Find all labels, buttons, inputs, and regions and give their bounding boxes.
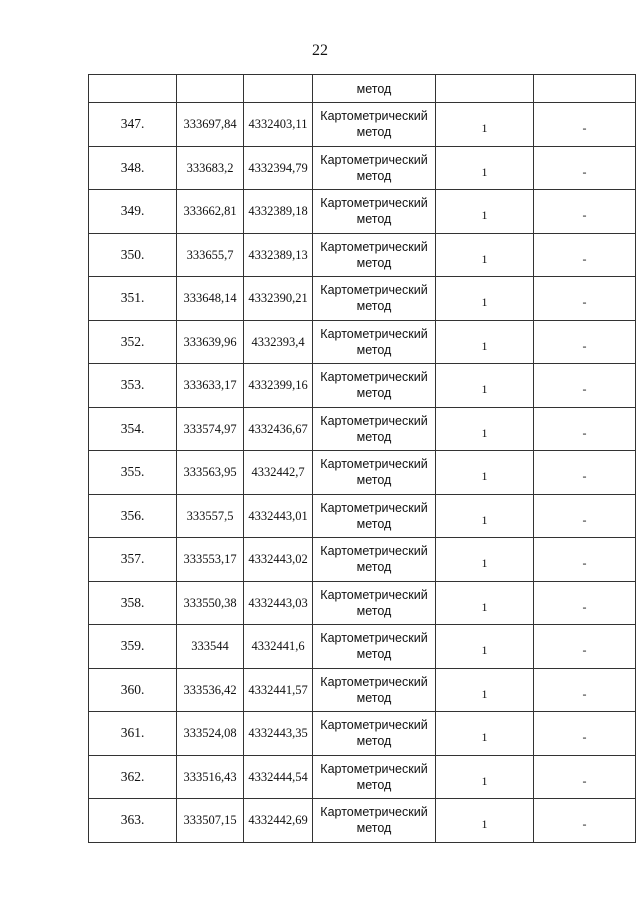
accuracy-cell-text: 1 (481, 469, 488, 484)
table-row (89, 364, 636, 408)
accuracy-cell (436, 494, 534, 538)
description-cell (534, 494, 636, 538)
method-cell (313, 451, 436, 495)
method-cell (313, 277, 436, 321)
x-coordinate-cell: 333697,84 (177, 103, 244, 147)
y-coordinate-cell: 4332443,03 (244, 581, 313, 625)
accuracy-cell (436, 668, 534, 712)
description-cell-text: - (582, 599, 587, 614)
x-coordinate-cell: 333553,17 (177, 538, 244, 582)
description-cell (534, 712, 636, 756)
description-cell (534, 364, 636, 408)
point-number-cell: 350. (89, 233, 177, 277)
table-row (89, 581, 636, 625)
table-row (89, 668, 636, 712)
description-cell (534, 190, 636, 234)
y-coordinate-cell: 4332443,01 (244, 494, 313, 538)
accuracy-cell-text: 1 (481, 295, 488, 310)
method-line-2: метод (356, 429, 392, 444)
continued-num-cell (89, 75, 177, 103)
accuracy-cell-text: 1 (481, 164, 488, 179)
description-cell-text: - (582, 208, 587, 223)
accuracy-cell (436, 755, 534, 799)
table-row (89, 103, 636, 147)
method-cell (313, 581, 436, 625)
method-cell (313, 320, 436, 364)
accuracy-cell (436, 451, 534, 495)
accuracy-cell-text: 1 (481, 730, 488, 745)
accuracy-cell (436, 364, 534, 408)
y-coordinate-cell: 4332436,67 (244, 407, 313, 451)
x-coordinate-cell: 333683,2 (177, 146, 244, 190)
method-cell (313, 712, 436, 756)
accuracy-cell-text: 1 (481, 251, 488, 266)
point-number-cell: 348. (89, 146, 177, 190)
continued-accuracy-cell (436, 75, 534, 103)
method-line-2: метод (356, 560, 392, 575)
accuracy-cell (436, 103, 534, 147)
accuracy-cell-text: 1 (481, 512, 488, 527)
point-number-cell: 360. (89, 668, 177, 712)
table-row (89, 755, 636, 799)
point-number-cell: 357. (89, 538, 177, 582)
accuracy-cell (436, 799, 534, 843)
table-row (89, 799, 636, 843)
description-cell-text: - (582, 121, 587, 136)
method-line-1: Картометрический (320, 109, 428, 124)
continued-x-cell (177, 75, 244, 103)
accuracy-cell-text: 1 (481, 686, 488, 701)
method-cell (313, 146, 436, 190)
point-number-cell: 349. (89, 190, 177, 234)
accuracy-cell-text: 1 (481, 599, 488, 614)
point-number-cell: 359. (89, 625, 177, 669)
description-cell-text: - (582, 382, 587, 397)
accuracy-cell (436, 581, 534, 625)
point-number-cell: 352. (89, 320, 177, 364)
y-coordinate-cell: 4332443,02 (244, 538, 313, 582)
table-row (89, 146, 636, 190)
description-cell-text: - (582, 469, 587, 484)
x-coordinate-cell: 333648,14 (177, 277, 244, 321)
y-coordinate-cell: 4332442,69 (244, 799, 313, 843)
method-line-2: метод (356, 647, 392, 662)
method-line-1: Картометрический (320, 631, 428, 646)
x-coordinate-cell: 333574,97 (177, 407, 244, 451)
method-cell (313, 625, 436, 669)
y-coordinate-cell: 4332403,11 (244, 103, 313, 147)
description-cell (534, 581, 636, 625)
accuracy-cell (436, 712, 534, 756)
y-coordinate-cell: 4332444,54 (244, 755, 313, 799)
continued-description-cell (534, 75, 636, 103)
table-row (89, 712, 636, 756)
page-number: 22 (312, 42, 328, 59)
accuracy-cell (436, 146, 534, 190)
table-row (89, 407, 636, 451)
accuracy-cell (436, 320, 534, 364)
method-line-2: метод (356, 255, 392, 270)
method-line-2: метод (356, 516, 392, 531)
method-cell (313, 103, 436, 147)
y-coordinate-cell: 4332394,79 (244, 146, 313, 190)
description-cell-text: - (582, 164, 587, 179)
point-number-cell: 347. (89, 103, 177, 147)
description-cell (534, 799, 636, 843)
method-line-2: метод (356, 212, 392, 227)
method-line-2: метод (356, 777, 392, 792)
x-coordinate-cell: 333507,15 (177, 799, 244, 843)
method-cell (313, 799, 436, 843)
point-number-cell: 354. (89, 407, 177, 451)
y-coordinate-cell: 4332389,18 (244, 190, 313, 234)
y-coordinate-cell: 4332393,4 (244, 320, 313, 364)
description-cell (534, 103, 636, 147)
description-cell-text: - (582, 773, 587, 788)
description-cell-text: - (582, 338, 587, 353)
table-row (89, 625, 636, 669)
table-row (89, 494, 636, 538)
method-line-2: метод (356, 473, 392, 488)
accuracy-cell (436, 277, 534, 321)
method-line-1: Картометрический (320, 674, 428, 689)
accuracy-cell-text: 1 (481, 338, 488, 353)
x-coordinate-cell: 333655,7 (177, 233, 244, 277)
point-number-cell: 351. (89, 277, 177, 321)
description-cell-text: - (582, 817, 587, 832)
method-cell (313, 668, 436, 712)
accuracy-cell (436, 538, 534, 582)
description-cell (534, 538, 636, 582)
description-cell (534, 233, 636, 277)
x-coordinate-cell: 333633,17 (177, 364, 244, 408)
accuracy-cell-text: 1 (481, 208, 488, 223)
description-cell (534, 146, 636, 190)
y-coordinate-cell: 4332443,35 (244, 712, 313, 756)
point-number-cell: 361. (89, 712, 177, 756)
method-line-2: метод (356, 125, 392, 140)
method-line-1: Картометрический (320, 500, 428, 515)
method-line-1: Картометрический (320, 239, 428, 254)
method-line-1: Картометрический (320, 370, 428, 385)
description-cell (534, 668, 636, 712)
accuracy-cell-text: 1 (481, 556, 488, 571)
method-cell (313, 538, 436, 582)
method-cell (313, 364, 436, 408)
table-row (89, 233, 636, 277)
accuracy-cell (436, 625, 534, 669)
accuracy-cell (436, 407, 534, 451)
accuracy-cell (436, 190, 534, 234)
method-line-1: Картометрический (320, 457, 428, 472)
x-coordinate-cell: 333662,81 (177, 190, 244, 234)
description-cell-text: - (582, 251, 587, 266)
x-coordinate-cell: 333563,95 (177, 451, 244, 495)
method-line-1: Картометрический (320, 326, 428, 341)
y-coordinate-cell: 4332442,7 (244, 451, 313, 495)
description-cell (534, 407, 636, 451)
description-cell-text: - (582, 425, 587, 440)
y-coordinate-cell: 4332441,6 (244, 625, 313, 669)
point-number-cell: 358. (89, 581, 177, 625)
continued-y-cell (244, 75, 313, 103)
description-cell-text: - (582, 686, 587, 701)
point-number-cell: 356. (89, 494, 177, 538)
x-coordinate-cell: 333536,42 (177, 668, 244, 712)
description-cell-text: - (582, 556, 587, 571)
description-cell-text: - (582, 643, 587, 658)
description-cell-text: - (582, 730, 587, 745)
method-line-1: Картометрический (320, 413, 428, 428)
point-number-cell: 362. (89, 755, 177, 799)
method-line-2: метод (356, 299, 392, 314)
table-row (89, 320, 636, 364)
point-number-cell: 355. (89, 451, 177, 495)
point-number-cell: 363. (89, 799, 177, 843)
table-row (89, 190, 636, 234)
method-line-2: метод (356, 168, 392, 183)
method-line-1: Картометрический (320, 152, 428, 167)
description-cell (534, 755, 636, 799)
description-cell-text: - (582, 295, 587, 310)
x-coordinate-cell: 333544 (177, 625, 244, 669)
continued-row (89, 75, 636, 103)
description-cell (534, 625, 636, 669)
accuracy-cell-text: 1 (481, 121, 488, 136)
method-line-2: метод (356, 386, 392, 401)
coordinates-table (88, 74, 636, 843)
method-line-1: Картометрический (320, 805, 428, 820)
method-cell (313, 407, 436, 451)
table-row (89, 538, 636, 582)
accuracy-cell-text: 1 (481, 643, 488, 658)
y-coordinate-cell: 4332399,16 (244, 364, 313, 408)
y-coordinate-cell: 4332390,21 (244, 277, 313, 321)
accuracy-cell-text: 1 (481, 773, 488, 788)
method-cell (313, 233, 436, 277)
method-line-2: метод (356, 690, 392, 705)
accuracy-cell (436, 233, 534, 277)
description-cell (534, 277, 636, 321)
method-line-1: Картометрический (320, 283, 428, 298)
method-line-2: метод (356, 821, 392, 836)
method-line-1: Картометрический (320, 544, 428, 559)
method-cell (313, 494, 436, 538)
x-coordinate-cell: 333524,08 (177, 712, 244, 756)
method-line-2: метод (356, 603, 392, 618)
method-line-2: метод (356, 734, 392, 749)
x-coordinate-cell: 333550,38 (177, 581, 244, 625)
method-line-1: Картометрический (320, 718, 428, 733)
point-number-cell: 353. (89, 364, 177, 408)
continued-method-cell: метод (313, 75, 436, 103)
method-cell (313, 190, 436, 234)
x-coordinate-cell: 333639,96 (177, 320, 244, 364)
accuracy-cell-text: 1 (481, 817, 488, 832)
method-cell (313, 755, 436, 799)
description-cell (534, 320, 636, 364)
method-line-1: Картометрический (320, 587, 428, 602)
method-line-1: Картометрический (320, 761, 428, 776)
method-line-1: Картометрический (320, 196, 428, 211)
method-line-2: метод (356, 342, 392, 357)
y-coordinate-cell: 4332441,57 (244, 668, 313, 712)
description-cell (534, 451, 636, 495)
x-coordinate-cell: 333516,43 (177, 755, 244, 799)
table-row (89, 451, 636, 495)
y-coordinate-cell: 4332389,13 (244, 233, 313, 277)
accuracy-cell-text: 1 (481, 382, 488, 397)
description-cell-text: - (582, 512, 587, 527)
x-coordinate-cell: 333557,5 (177, 494, 244, 538)
table-row (89, 277, 636, 321)
accuracy-cell-text: 1 (481, 425, 488, 440)
